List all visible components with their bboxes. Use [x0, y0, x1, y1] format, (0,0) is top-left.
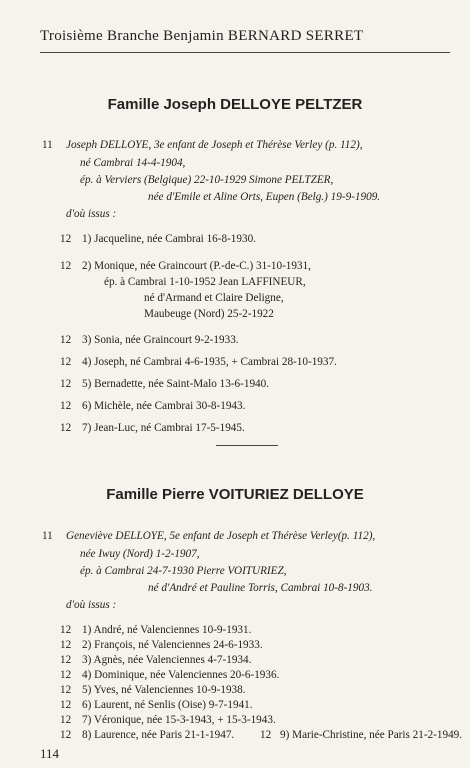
child-gen: 12 [60, 260, 72, 272]
running-header: Troisième Branche Benjamin BERNARD SERRET [40, 28, 364, 44]
child-entry: 5) Bernadette, née Saint-Malo 13-6-1940. [82, 378, 270, 390]
generation-number: 11 [42, 530, 53, 542]
child-gen: 12 [260, 729, 272, 741]
intro-line: ép. à Cambrai 24-7-1930 Pierre VOITURIEZ, [80, 565, 287, 577]
child-gen: 12 [60, 639, 72, 651]
intro-line: ép. à Verviers (Belgique) 22-10-1929 Simone PELTZER, [80, 174, 334, 186]
child-entry: 8) Laurence, née Paris 21-1-1947. [82, 729, 235, 741]
child-gen: 12 [60, 714, 72, 726]
child-gen: 12 [60, 400, 72, 412]
child-gen: 12 [60, 422, 72, 434]
child-entry: 2) François, né Valenciennes 24-6-1933. [82, 639, 263, 651]
section-title-delloye-peltzer: Famille Joseph DELLOYE PELTZER [107, 96, 363, 113]
intro-line: née Iwuy (Nord) 1-2-1907, [80, 548, 200, 560]
header-rule [40, 52, 450, 53]
child-gen: 12 [60, 729, 72, 741]
intro-line: né Cambrai 14-4-1904, [80, 157, 186, 169]
intro-line: Joseph DELLOYE, 3e enfant de Joseph et Thérèse Verley (p. 112), [66, 139, 363, 151]
child-gen: 12 [60, 378, 72, 390]
section-separator [216, 445, 278, 446]
intro-line: née d'Emile et Aline Orts, Eupen (Belg.) 19-9-1909. [148, 191, 381, 203]
page-number: 114 [40, 746, 60, 761]
generation-number: 11 [42, 139, 53, 151]
child-entry: 4) Dominique, née Valenciennes 20-6-1936. [82, 669, 280, 681]
child-gen: 12 [60, 699, 72, 711]
child-entry: 9) Marie-Christine, née Paris 21-2-1949. [280, 729, 463, 741]
child-entry-continuation: Maubeuge (Nord) 25-2-1922 [144, 308, 274, 320]
child-gen: 12 [60, 356, 72, 368]
child-entry: 2) Monique, née Graincourt (P.-de-C.) 31-10-1931, [82, 260, 311, 272]
child-gen: 12 [60, 624, 72, 636]
intro-line: d'où issus : [66, 208, 117, 220]
child-entry: 4) Joseph, né Cambrai 4-6-1935, + Cambrai 28-10-1937. [82, 356, 337, 368]
child-gen: 12 [60, 334, 72, 346]
child-entry-continuation: ép. à Cambrai 1-10-1952 Jean LAFFINEUR, [104, 276, 306, 288]
child-entry-continuation: né d'Armand et Claire Deligne, [144, 292, 284, 304]
child-entry: 1) André, né Valenciennes 10-9-1931. [82, 624, 252, 636]
child-entry: 7) Véronique, née 15-3-1943, + 15-3-1943. [82, 714, 276, 726]
child-entry: 6) Laurent, né Senlis (Oise) 9-7-1941. [82, 699, 253, 711]
child-entry: 3) Sonia, née Graincourt 9-2-1933. [82, 334, 239, 346]
section-title-voituriez-delloye: Famille Pierre VOITURIEZ DELLOYE [106, 486, 364, 503]
child-gen: 12 [60, 684, 72, 696]
child-entry: 1) Jacqueline, née Cambrai 16-8-1930. [82, 233, 256, 245]
child-entry: 7) Jean-Luc, né Cambrai 17-5-1945. [82, 422, 245, 434]
child-gen: 12 [60, 233, 72, 245]
intro-line: d'où issus : [66, 599, 117, 611]
child-gen: 12 [60, 669, 72, 681]
child-gen: 12 [60, 654, 72, 666]
child-entry: 5) Yves, né Valenciennes 10-9-1938. [82, 684, 246, 696]
intro-line: Geneviève DELLOYE, 5e enfant de Joseph et Thérèse Verley(p. 112), [66, 530, 376, 542]
child-entry: 3) Agnès, née Valenciennes 4-7-1934. [82, 654, 252, 666]
intro-line: né d'André et Pauline Torris, Cambrai 10-8-1903. [148, 582, 373, 594]
child-entry: 6) Michèle, née Cambrai 30-8-1943. [82, 400, 246, 412]
